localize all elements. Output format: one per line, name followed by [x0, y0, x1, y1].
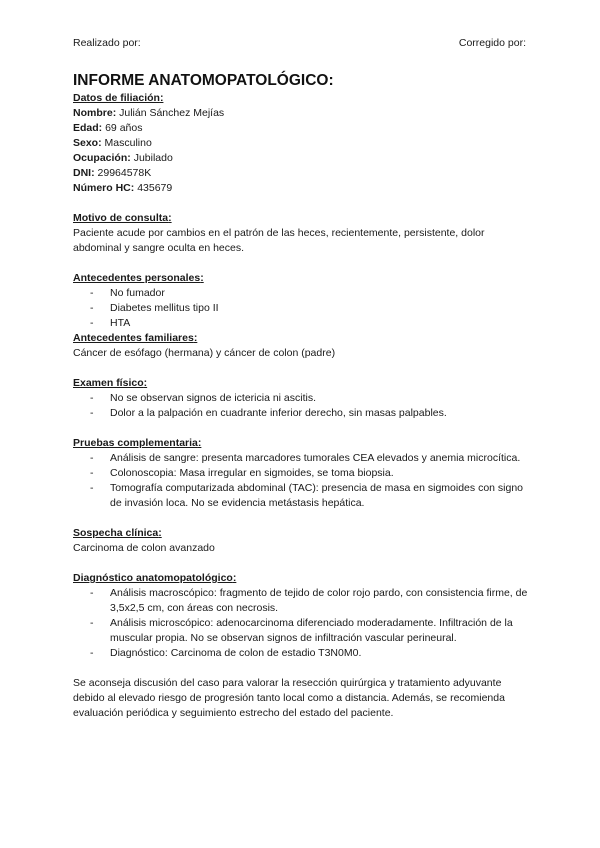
field-sexo-label: Sexo : [73, 137, 102, 149]
spacer [73, 196, 533, 211]
field-numero-hc-label: Número HC : [73, 182, 134, 194]
antecedentes-familiares-text: Cáncer de esófago (hermana) y cáncer de colon (padre) [73, 347, 336, 359]
field-numero-hc [73, 181, 533, 196]
pruebas-list [73, 451, 533, 511]
list-item: - Análisis macroscópico: fragmento de tejido de color rojo pardo, con consistencia firme, de 3,5x2,5 cm, con áreas con necrosis. [73, 586, 533, 616]
field-ocupacion-label: Ocupación : [73, 152, 131, 164]
field-ocupacion [73, 151, 533, 166]
antecedentes-personales-list [73, 286, 533, 331]
list-item: - Tomografía computarizada abdominal (TAC): presencia de masa en sigmoides con signo de invasión loca. No se evidencia metástasis hepática. [73, 481, 533, 511]
spacer [73, 421, 533, 436]
spacer [73, 556, 533, 571]
filiacion-heading: Datos de filiación : [73, 91, 533, 106]
list-item: - No fumador [73, 286, 533, 301]
antecedentes-familiares-heading: Antecedentes familiares : [73, 331, 533, 346]
motivo-heading: Motivo de consulta : [73, 211, 533, 226]
field-edad-label: Edad : [73, 122, 102, 134]
list-item: - Dolor a la palpación en cuadrante inferior derecho, sin masas palpables. [73, 406, 533, 421]
field-dni [73, 166, 533, 181]
report-body [73, 71, 533, 721]
field-nombre-value: Julián Sánchez Mejías [119, 107, 225, 119]
spacer [73, 361, 533, 376]
sospecha-text: Carcinoma de colon avanzado [73, 542, 215, 554]
list-item: - Diagnóstico: Carcinoma de colon de estadio T3N0M0. [73, 646, 533, 661]
motivo-text: Paciente acude por cambios en el patrón de las heces, recientemente, persistente, dolor abdominal y sangre oculta en heces. [73, 227, 485, 254]
field-numero-hc-value: 435679 [137, 182, 173, 194]
field-nombre [73, 106, 533, 121]
list-item: - No se observan signos de ictericia ni ascitis. [73, 391, 533, 406]
field-ocupacion-value: Jubilado [133, 152, 173, 164]
field-dni-label: DNI : [73, 167, 95, 179]
list-item: - Colonoscopia: Masa irregular en sigmoides, se toma biopsia. [73, 466, 533, 481]
diagnostico-heading: Diagnóstico anatomopatológico : [73, 571, 533, 586]
antecedentes-personales-heading: Antecedentes personales : [73, 271, 533, 286]
spacer [73, 511, 533, 526]
spacer [73, 661, 533, 676]
field-sexo-value: Masculino [104, 137, 152, 149]
field-edad [73, 121, 533, 136]
sospecha-heading: Sospecha clínica : [73, 526, 533, 541]
field-dni-value: 29964578K [97, 167, 152, 179]
list-item: - HTA [73, 316, 533, 331]
examen-heading: Examen físico : [73, 376, 533, 391]
list-item: - Análisis de sangre: presenta marcadores tumorales CEA elevados y anemia microcítica. [73, 451, 533, 466]
conclusion-text: Se aconseja discusión del caso para valorar la resección quirúrgica y tratamiento adyuvante debido al elevado riesgo de progresión tanto local como a distancia. Además, se recomienda evaluación periódica y seguimiento estrecho del estado del paciente. [73, 677, 505, 719]
pruebas-heading: Pruebas complementaria : [73, 436, 533, 451]
list-item: - Análisis microscópico: adenocarcinoma diferenciado moderadamente. Infiltración de la muscular propia. No se observan signos de infiltración vascular perineural. [73, 616, 533, 646]
field-sexo [73, 136, 533, 151]
corregido-por-label: Corregido por: [458, 37, 526, 49]
field-edad-value: 69 años [105, 122, 143, 134]
diagnostico-list [73, 586, 533, 661]
field-nombre-label: Nombre : [73, 107, 116, 119]
realizado-por-label: Realizado por: [73, 37, 141, 49]
report-title: INFORME ANATOMOPATOLÓGICO: [73, 72, 334, 89]
examen-list [73, 391, 533, 421]
spacer [73, 256, 533, 271]
list-item: - Diabetes mellitus tipo II [73, 301, 533, 316]
